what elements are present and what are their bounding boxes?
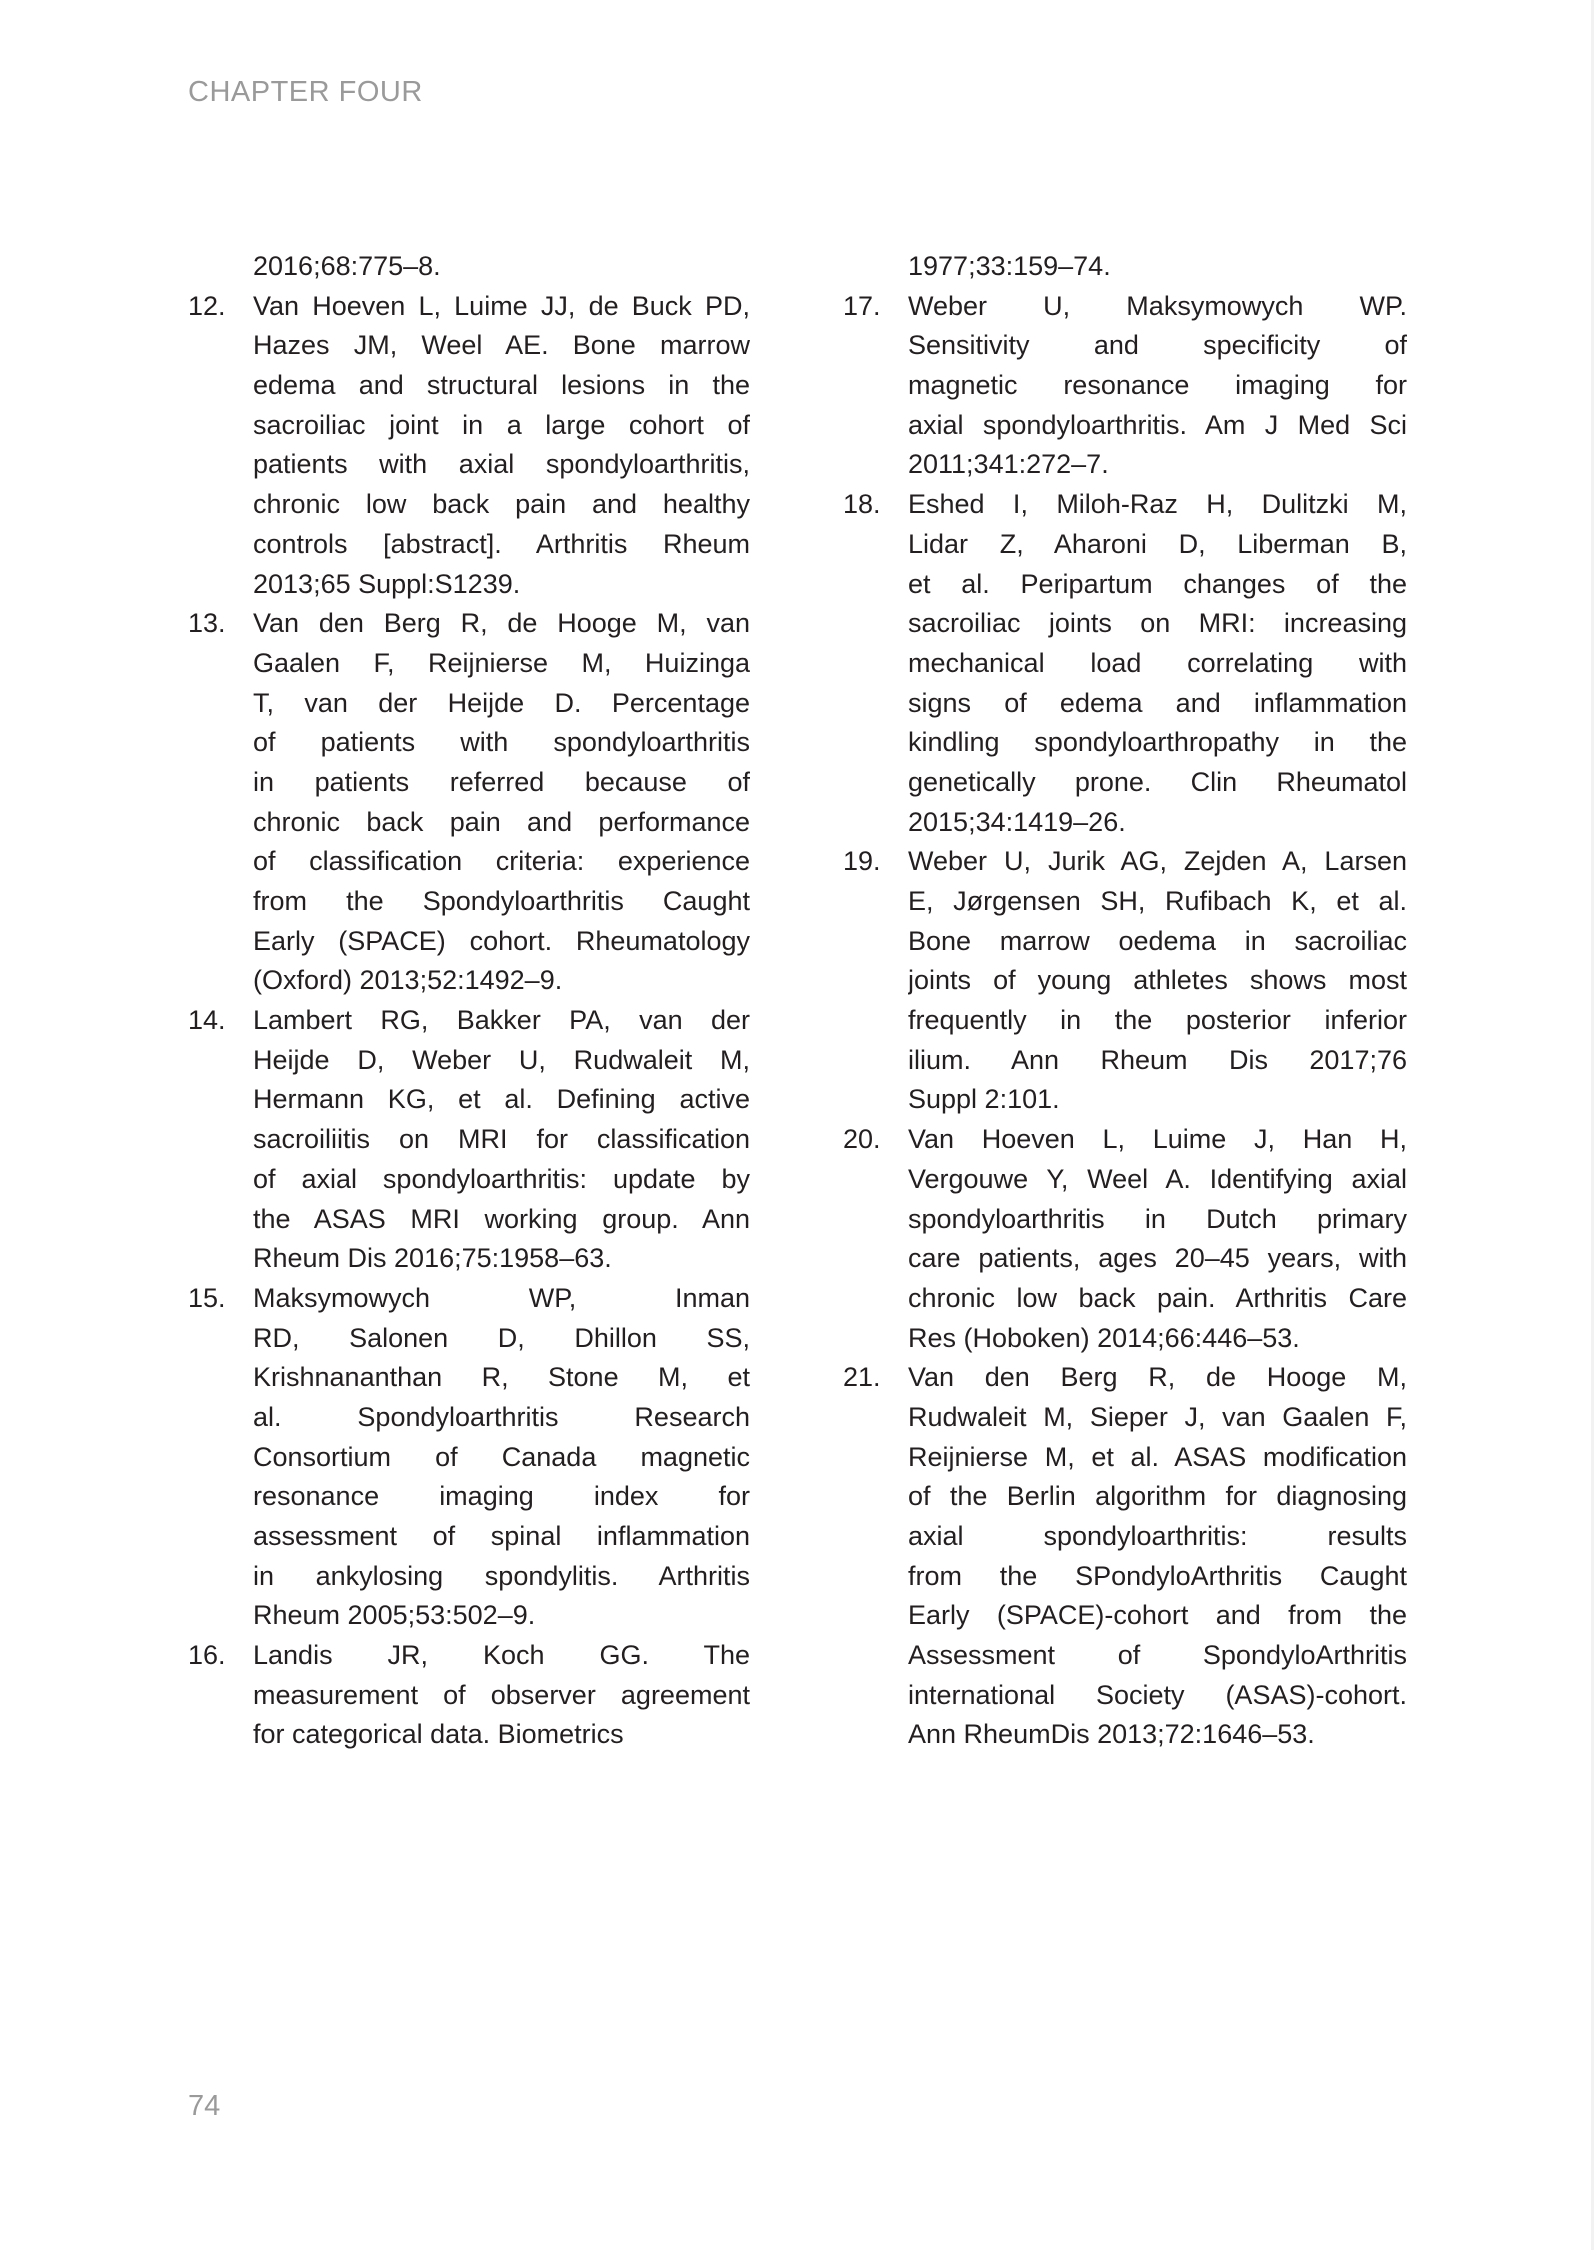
reference-number: 17. <box>843 290 881 321</box>
reference-text-line: kindling spondyloarthropathy in the <box>908 727 1407 758</box>
reference-text-line: Lambert RG, Bakker PA, van der <box>253 1005 750 1036</box>
reference-number: 13. <box>188 608 226 639</box>
reference-text-line: axial spondyloarthritis. Am J Med Sci <box>908 409 1407 440</box>
reference-text-line: al. Spondyloarthritis Research <box>253 1401 750 1432</box>
chapter-header: CHAPTER FOUR <box>188 76 423 108</box>
reference-number: 21. <box>843 1362 881 1393</box>
reference-text-line: signs of edema and inflammation <box>908 687 1407 718</box>
reference-text-line: assessment of spinal inflammation <box>253 1521 750 1551</box>
reference-item <box>843 485 1407 842</box>
reference-item <box>188 1001 750 1279</box>
reference-text-line: 2013;65 Suppl:S1239. <box>253 568 521 599</box>
reference-text-line: joints of young athletes shows most <box>908 965 1407 996</box>
reference-text-line: Assessment of SpondyloArthritis <box>908 1640 1407 1671</box>
reference-text-line: care patients, ages 20–45 years, with <box>908 1243 1407 1274</box>
reference-text-line: chronic low back pain and healthy <box>253 489 750 520</box>
reference-text-line: of patients with spondyloarthritis <box>253 727 750 758</box>
reference-text-line: Van den Berg R, de Hooge M, <box>908 1362 1407 1393</box>
reference-text-line: Sensitivity and specificity of <box>908 330 1407 361</box>
reference-text-line: Krishnananthan R, Stone M, et <box>253 1362 750 1393</box>
reference-text-line: patients with axial spondyloarthritis, <box>253 449 750 480</box>
reference-text-line: Van Hoeven L, Luime JJ, de Buck PD, <box>253 290 750 321</box>
reference-item <box>843 1120 1407 1358</box>
reference-text-line: the ASAS MRI working group. Ann <box>253 1203 750 1234</box>
reference-number: 20. <box>843 1124 881 1155</box>
reference-text-line: Reijnierse M, et al. ASAS modification <box>908 1441 1407 1472</box>
reference-text-line: Suppl 2:101. <box>908 1084 1060 1115</box>
reference-text-line: measurement of observer agreement <box>253 1679 750 1710</box>
reference-text-line: Eshed I, Miloh-Raz H, Dulitzki M, <box>908 489 1407 520</box>
reference-text-line: Maksymowych WP, Inman <box>253 1282 750 1313</box>
reference-text-line: 2015;34:1419–26. <box>908 806 1126 837</box>
reference-text-line: RD, Salonen D, Dhillon SS, <box>253 1322 750 1353</box>
reference-text-line: Hermann KG, et al. Defining active <box>253 1084 750 1115</box>
reference-text-line: in patients referred because of <box>253 766 750 797</box>
reference-text-line: sacroiliac joints on MRI: increasing <box>908 608 1407 639</box>
reference-continuation: 1977;33:159–74. <box>908 251 1111 281</box>
left-reference-column <box>188 247 750 1755</box>
reference-text-line: axial spondyloarthritis: results <box>908 1521 1407 1551</box>
reference-text-line: Early (SPACE) cohort. Rheumatology <box>253 925 750 956</box>
reference-text-line: Heijde D, Weber U, Rudwaleit M, <box>253 1044 750 1075</box>
reference-text-line: Weber U, Maksymowych WP. <box>908 290 1407 321</box>
reference-item <box>188 1279 750 1636</box>
reference-text-line: ilium. Ann Rheum Dis 2017;76 <box>908 1044 1407 1075</box>
reference-text-line: Bone marrow oedema in sacroiliac <box>908 925 1407 956</box>
reference-number: 15. <box>188 1282 226 1313</box>
reference-text-line: Van den Berg R, de Hooge M, van <box>253 608 750 639</box>
reference-text-line: for categorical data. Biometrics <box>253 1719 624 1750</box>
reference-text-line: in ankylosing spondylitis. Arthritis <box>253 1560 750 1591</box>
reference-text-line: Early (SPACE)-cohort and from the <box>908 1600 1407 1631</box>
reference-text-line: international Society (ASAS)-cohort. <box>908 1679 1407 1710</box>
reference-text-line: Ann RheumDis 2013;72:1646–53. <box>908 1719 1315 1750</box>
reference-text-line: Lidar Z, Aharoni D, Liberman B, <box>908 528 1407 559</box>
reference-item <box>843 842 1407 1120</box>
reference-text-line: chronic low back pain. Arthritis Care <box>908 1282 1407 1313</box>
reference-text-line: Consortium of Canada magnetic <box>253 1441 750 1472</box>
reference-text-line: Vergouwe Y, Weel A. Identifying axial <box>908 1163 1407 1194</box>
reference-text-line: E, Jørgensen SH, Rufibach K, et al. <box>908 886 1407 916</box>
reference-text-line: (Oxford) 2013;52:1492–9. <box>253 965 563 996</box>
reference-text-line: Weber U, Jurik AG, Zejden A, Larsen <box>908 846 1407 877</box>
reference-text-line: Rheum Dis 2016;75:1958–63. <box>253 1243 612 1274</box>
reference-text-line: magnetic resonance imaging for <box>908 370 1407 401</box>
reference-text-line: of classification criteria: experience <box>253 846 750 877</box>
reference-text-line: Gaalen F, Reijnierse M, Huizinga <box>253 647 750 678</box>
reference-text-line: Landis JR, Koch GG. The <box>253 1640 750 1671</box>
reference-text-line: edema and structural lesions in the <box>253 370 750 401</box>
reference-item <box>188 287 750 605</box>
reference-item <box>188 1636 750 1755</box>
reference-text-line: spondyloarthritis in Dutch primary <box>908 1203 1407 1234</box>
reference-text-line: genetically prone. Clin Rheumatol <box>908 766 1407 797</box>
page-number: 74 <box>188 2090 221 2122</box>
reference-number: 19. <box>843 846 881 877</box>
reference-number: 18. <box>843 489 881 520</box>
reference-text-line: Hazes JM, Weel AE. Bone marrow <box>253 330 750 361</box>
reference-text-line: sacroiliitis on MRI for classification <box>253 1124 750 1155</box>
reference-text-line: Rudwaleit M, Sieper J, van Gaalen F, <box>908 1401 1407 1432</box>
reference-text-line: T, van der Heijde D. Percentage <box>253 687 750 718</box>
reference-text-line: from the Spondyloarthritis Caught <box>253 886 750 916</box>
reference-number: 12. <box>188 290 226 321</box>
reference-text-line: sacroiliac joint in a large cohort of <box>253 409 750 440</box>
reference-number: 16. <box>188 1640 226 1671</box>
reference-number: 14. <box>188 1005 226 1036</box>
reference-text-line: from the SPondyloArthritis Caught <box>908 1560 1407 1591</box>
reference-item <box>843 287 1407 485</box>
reference-text-line: controls [abstract]. Arthritis Rheum <box>253 528 750 559</box>
reference-text-line: mechanical load correlating with <box>908 647 1407 678</box>
reference-continuation: 2016;68:775–8. <box>253 251 441 281</box>
right-reference-column <box>843 247 1407 1755</box>
reference-text-line: of the Berlin algorithm for diagnosing <box>908 1481 1407 1512</box>
reference-item <box>843 1358 1407 1755</box>
reference-text-line: Rheum 2005;53:502–9. <box>253 1600 536 1631</box>
reference-text-line: chronic back pain and performance <box>253 806 750 837</box>
reference-item <box>188 604 750 1001</box>
reference-text-line: resonance imaging index for <box>253 1481 750 1512</box>
reference-text-line: frequently in the posterior inferior <box>908 1005 1407 1036</box>
reference-text-line: Van Hoeven L, Luime J, Han H, <box>908 1124 1407 1155</box>
reference-text-line: et al. Peripartum changes of the <box>908 568 1407 599</box>
reference-text-line: of axial spondyloarthritis: update by <box>253 1163 750 1194</box>
reference-text-line: Res (Hoboken) 2014;66:446–53. <box>908 1322 1300 1353</box>
reference-text-line: 2011;341:272–7. <box>908 449 1109 480</box>
